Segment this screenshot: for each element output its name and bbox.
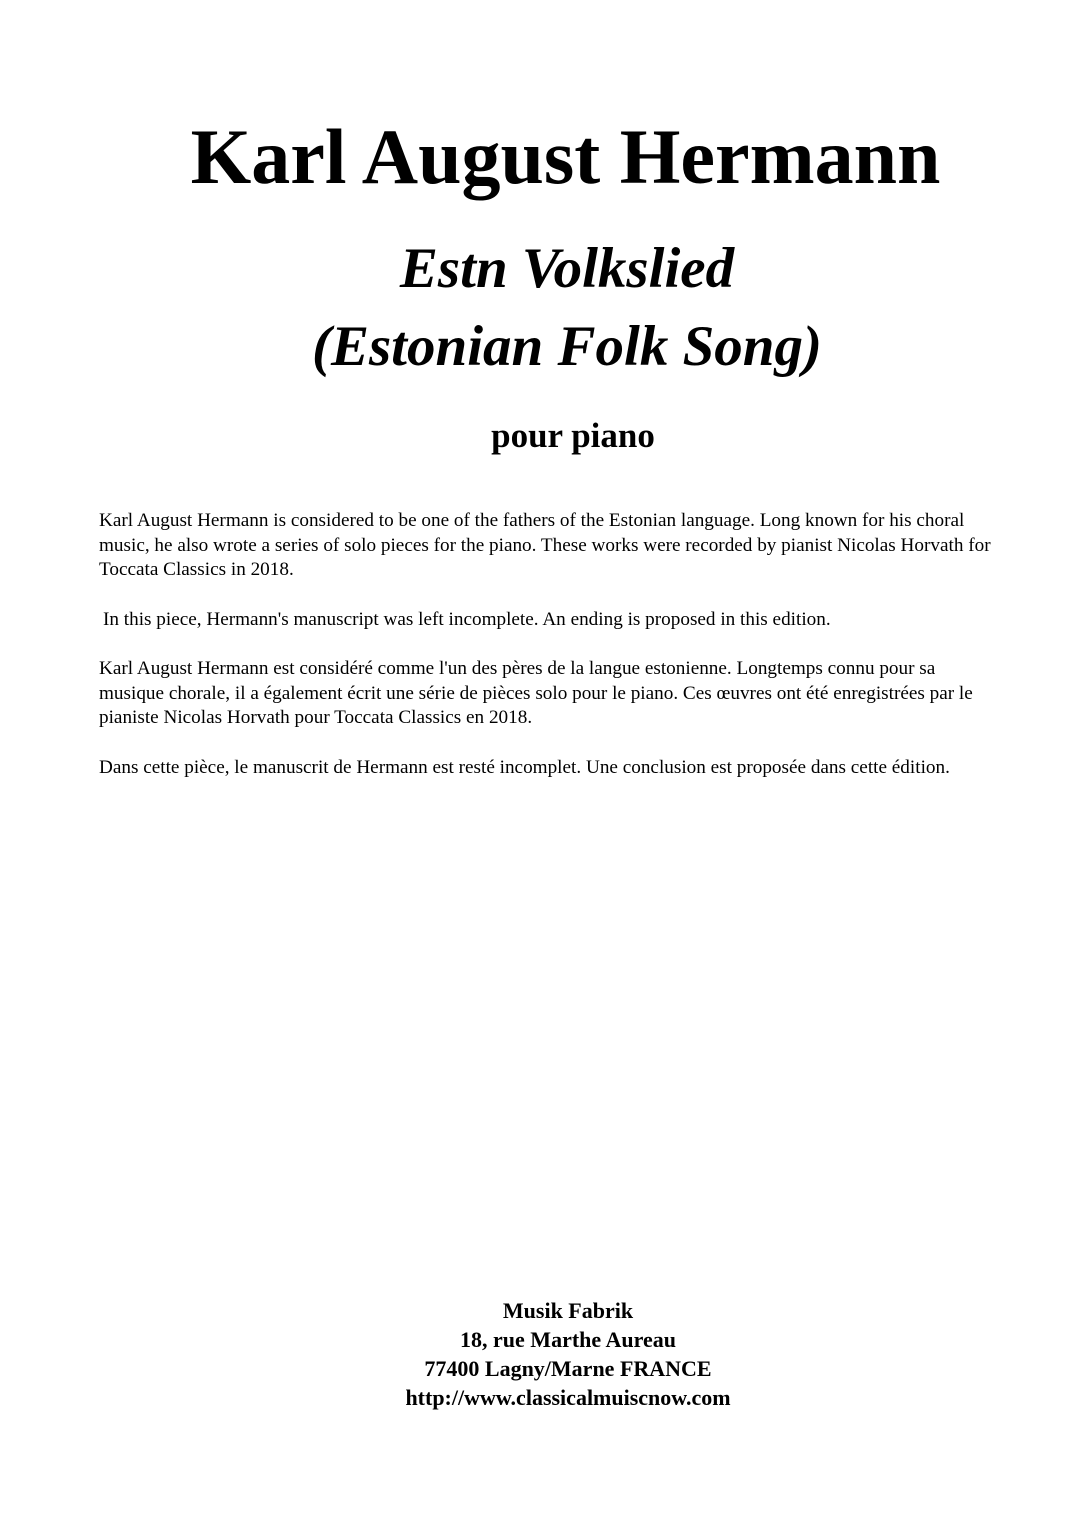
publisher-website: http://www.classicalmuiscnow.com xyxy=(405,1385,731,1410)
instrumentation: pour piano xyxy=(491,416,655,455)
french-note-paragraph: Dans cette pièce, le manuscrit de Hermann est resté incomplet. Une conclusion est proposée dans cette édition. xyxy=(99,756,950,778)
french-intro-paragraph: Karl August Hermann est considéré comme l'un des pères de la langue estonienne. Longtemps connu pour sa musique chorale, il a également écrit une série de pièces solo pour le piano. Ces œuvres ont été enregistrées par le pianiste Nicolas Horvath pour Toccata Classics en 2018. xyxy=(99,658,973,728)
publisher-city: 77400 Lagny/Marne FRANCE xyxy=(424,1356,712,1381)
english-intro-paragraph: Karl August Hermann is considered to be one of the fathers of the Estonian language. Long known for his choral music, he also wrote a series of solo pieces for the piano. These works were recorded by pianist Nicolas Horvath for Toccata Classics in 2018. xyxy=(99,510,991,580)
description-block xyxy=(99,509,994,805)
title-line-1: Estn Volkslied xyxy=(399,237,735,300)
english-note-paragraph: In this piece, Hermann's manuscript was left incomplete. An ending is proposed in this edition. xyxy=(103,608,831,630)
publisher-block xyxy=(0,1296,1071,1412)
publisher-name: Musik Fabrik xyxy=(502,1298,634,1323)
title-line-2: (Estonian Folk Song) xyxy=(312,315,822,378)
publisher-street: 18, rue Marthe Aureau xyxy=(460,1327,676,1352)
composer-name: Karl August Hermann xyxy=(190,113,941,200)
